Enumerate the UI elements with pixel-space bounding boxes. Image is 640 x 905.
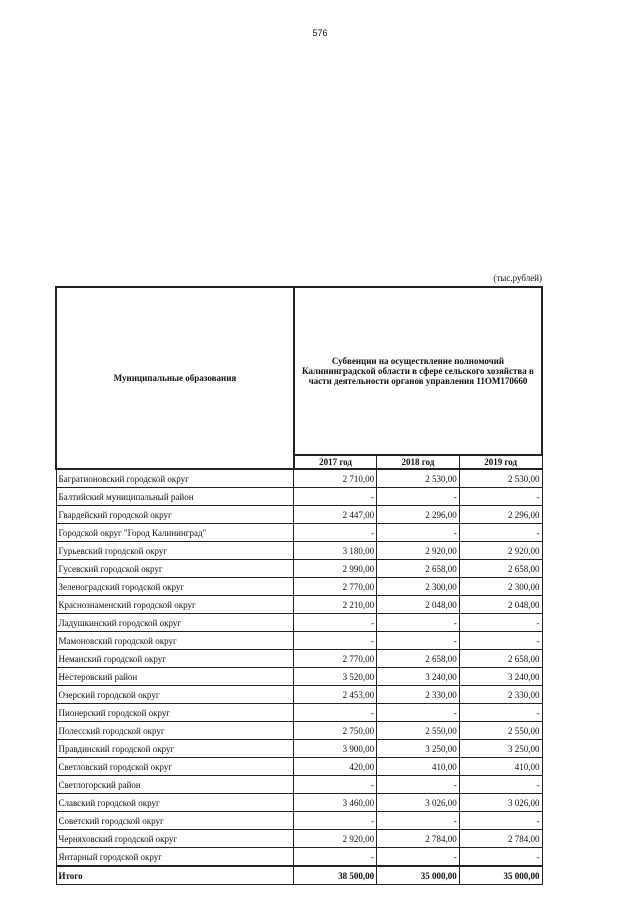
subvention-table <box>55 286 543 885</box>
value-cell: 3 180,00 <box>294 542 377 560</box>
table-row <box>56 722 542 740</box>
value-cell: 2 710,00 <box>294 469 377 488</box>
value-cell: 410,00 <box>459 758 542 776</box>
value-cell: 3 240,00 <box>459 668 542 686</box>
total-row <box>56 866 542 885</box>
value-cell: 2 784,00 <box>377 830 460 848</box>
table-row <box>56 704 542 722</box>
municipality-name: Зеленоградский городской округ <box>56 578 294 596</box>
table-row <box>56 848 542 867</box>
value-cell: 3 250,00 <box>459 740 542 758</box>
value-cell: 2 658,00 <box>377 560 460 578</box>
table-row <box>56 524 542 542</box>
municipality-name: Озерский городской округ <box>56 686 294 704</box>
value-cell: 2 550,00 <box>377 722 460 740</box>
municipality-name: Городской округ "Город Калининград" <box>56 524 294 542</box>
value-cell: 2 658,00 <box>459 560 542 578</box>
header-subvention-title: Субвенции на осуществление полномочий Калининградской области в сфере сельского хозяйства в части деятельности органов управления 11ОМ170660 <box>294 287 542 455</box>
municipality-name: Светлогорский район <box>56 776 294 794</box>
table-header-row <box>56 287 542 455</box>
municipality-name: Балтийский муниципальный район <box>56 488 294 506</box>
table-row <box>56 506 542 524</box>
value-cell: 2 296,00 <box>459 506 542 524</box>
value-cell: - <box>294 776 377 794</box>
municipality-name: Пионерский городской округ <box>56 704 294 722</box>
municipality-name: Нестеровский район <box>56 668 294 686</box>
header-year-2019: 2019 год <box>459 455 542 469</box>
value-cell: - <box>294 488 377 506</box>
units-note: (тыс.рублей) <box>493 273 542 283</box>
municipality-name: Мамоновский городской округ <box>56 632 294 650</box>
header-year-2017: 2017 год <box>294 455 377 469</box>
value-cell: - <box>459 704 542 722</box>
value-cell: - <box>377 524 460 542</box>
value-cell: 3 026,00 <box>459 794 542 812</box>
table-row <box>56 632 542 650</box>
table-row <box>56 578 542 596</box>
value-cell: 2 658,00 <box>459 650 542 668</box>
value-cell: 2 770,00 <box>294 578 377 596</box>
value-cell: 2 048,00 <box>377 596 460 614</box>
value-cell: - <box>294 812 377 830</box>
value-cell: 3 520,00 <box>294 668 377 686</box>
value-cell: 38 500,00 <box>294 866 377 885</box>
value-cell: - <box>459 776 542 794</box>
value-cell: - <box>459 812 542 830</box>
municipality-name: Гусевский городской округ <box>56 560 294 578</box>
table-row <box>56 740 542 758</box>
value-cell: - <box>377 704 460 722</box>
table-row <box>56 614 542 632</box>
value-cell: 2 550,00 <box>459 722 542 740</box>
municipality-name: Правдинский городской округ <box>56 740 294 758</box>
table-row <box>56 794 542 812</box>
value-cell: 35 000,00 <box>459 866 542 885</box>
table-row <box>56 668 542 686</box>
header-municipalities: Муниципальные образования <box>56 287 294 469</box>
value-cell: 2 447,00 <box>294 506 377 524</box>
table-row <box>56 596 542 614</box>
value-cell: - <box>294 524 377 542</box>
value-cell: - <box>294 848 377 867</box>
table-row <box>56 560 542 578</box>
value-cell: - <box>377 776 460 794</box>
value-cell: 2 048,00 <box>459 596 542 614</box>
municipality-name: Краснознаменский городской округ <box>56 596 294 614</box>
value-cell: - <box>459 524 542 542</box>
municipality-name: Славский городской округ <box>56 794 294 812</box>
value-cell: 2 784,00 <box>459 830 542 848</box>
value-cell: - <box>377 812 460 830</box>
value-cell: 35 000,00 <box>377 866 460 885</box>
municipality-name: Советский городской округ <box>56 812 294 830</box>
value-cell: 2 530,00 <box>377 469 460 488</box>
table-row <box>56 542 542 560</box>
value-cell: 3 250,00 <box>377 740 460 758</box>
table-row <box>56 686 542 704</box>
value-cell: - <box>377 632 460 650</box>
value-cell: - <box>294 614 377 632</box>
table-row <box>56 812 542 830</box>
municipality-name: Полесский городской округ <box>56 722 294 740</box>
value-cell: 3 460,00 <box>294 794 377 812</box>
value-cell: - <box>377 614 460 632</box>
municipality-name: Неманский городской округ <box>56 650 294 668</box>
value-cell: - <box>377 488 460 506</box>
table-row <box>56 830 542 848</box>
value-cell: 2 920,00 <box>377 542 460 560</box>
municipality-name: Багратионовский городской округ <box>56 469 294 488</box>
page-number: 576 <box>312 28 328 38</box>
table-row <box>56 488 542 506</box>
value-cell: 2 296,00 <box>377 506 460 524</box>
value-cell: - <box>459 848 542 867</box>
value-cell: 2 300,00 <box>377 578 460 596</box>
value-cell: 2 210,00 <box>294 596 377 614</box>
municipality-name: Светловский городской округ <box>56 758 294 776</box>
value-cell: - <box>459 614 542 632</box>
table-row <box>56 469 542 488</box>
value-cell: 2 750,00 <box>294 722 377 740</box>
value-cell: - <box>459 632 542 650</box>
value-cell: 2 330,00 <box>459 686 542 704</box>
value-cell: 3 026,00 <box>377 794 460 812</box>
value-cell: - <box>294 704 377 722</box>
municipality-name: Ладушкинский городской округ <box>56 614 294 632</box>
value-cell: 2 920,00 <box>294 830 377 848</box>
municipality-name: Гурьевский городской округ <box>56 542 294 560</box>
value-cell: 410,00 <box>377 758 460 776</box>
value-cell: 2 330,00 <box>377 686 460 704</box>
value-cell: 3 240,00 <box>377 668 460 686</box>
municipality-name: Черняховский городской округ <box>56 830 294 848</box>
value-cell: 2 770,00 <box>294 650 377 668</box>
municipality-name: Янтарный городской округ <box>56 848 294 867</box>
municipality-name: Гвардейский городской округ <box>56 506 294 524</box>
value-cell: - <box>377 848 460 867</box>
table-row <box>56 650 542 668</box>
value-cell: - <box>459 488 542 506</box>
table-row <box>56 758 542 776</box>
total-label: Итого <box>56 866 294 885</box>
value-cell: - <box>294 632 377 650</box>
value-cell: 420,00 <box>294 758 377 776</box>
value-cell: 2 530,00 <box>459 469 542 488</box>
table-row <box>56 776 542 794</box>
value-cell: 2 300,00 <box>459 578 542 596</box>
value-cell: 2 453,00 <box>294 686 377 704</box>
header-year-2018: 2018 год <box>377 455 460 469</box>
value-cell: 3 900,00 <box>294 740 377 758</box>
value-cell: 2 990,00 <box>294 560 377 578</box>
value-cell: 2 658,00 <box>377 650 460 668</box>
value-cell: 2 920,00 <box>459 542 542 560</box>
